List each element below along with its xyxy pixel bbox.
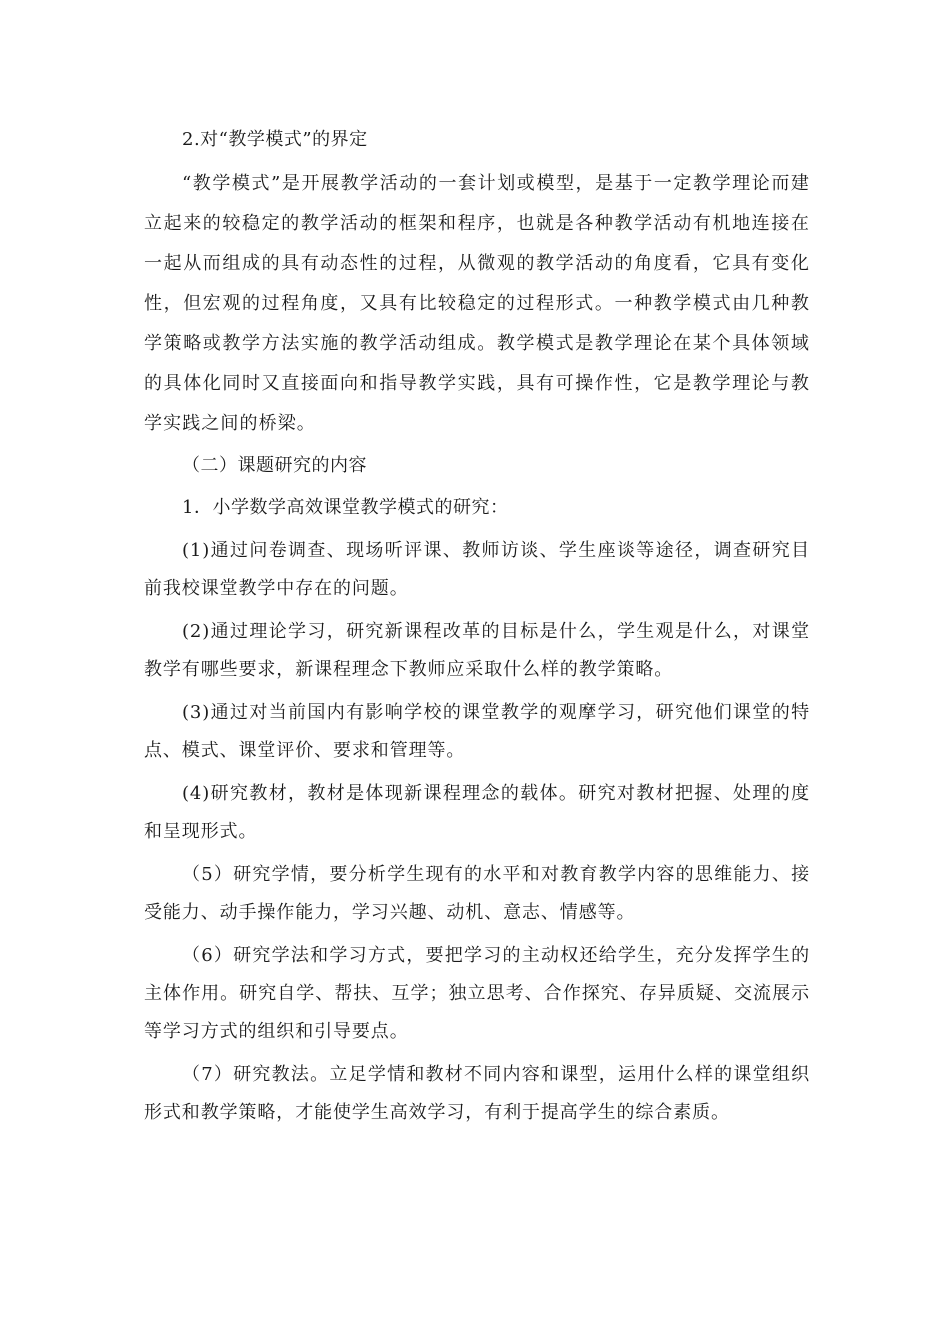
research-item-6: （6）研究学法和学习方式，要把学习的主动权还给学生，充分发挥学生的主体作用。研究自学、帮扶、互学；独立思考、合作探究、存异质疑、交流展示等学习方式的组织和引导要点。	[144, 945, 810, 1042]
research-item-5: （5）研究学情，要分析学生现有的水平和对教育教学内容的思维能力、接受能力、动手操作能力，学习兴趣、动机、意志、情感等。	[144, 864, 810, 923]
research-title: 1．小学数学高效课堂教学模式的研究：	[182, 497, 509, 518]
research-item-1: (1)通过问卷调查、现场听评课、教师访谈、学生座谈等途径，调查研究目前我校课堂教学中存在的问题。	[144, 540, 810, 599]
section-title: 2.对“教学模式”的界定	[182, 129, 368, 150]
definition-paragraph: “教学模式”是开展教学活动的一套计划或模型，是基于一定教学理论而建立起来的较稳定的教学活动的框架和程序，也就是各种教学活动有机地连接在一起从而组成的具有动态性的过程，从微观的教学活动的角度看，它具有变化性，但宏观的过程角度，又具有比较稳定的过程形式。一种教学模式由几种教学策略或教学方法实施的教学活动组成。教学模式是教学理论在某个具体领域的具体化同时又直接面向和指导教学实践，具有可操作性，它是教学理论与教学实践之间的桥梁。	[144, 173, 810, 434]
subsection-title: （二）课题研究的内容	[182, 455, 367, 476]
research-item-2: (2)通过理论学习，研究新课程改革的目标是什么，学生观是什么，对课堂教学有哪些要求，新课程理念下教师应采取什么样的教学策略。	[144, 621, 810, 680]
research-item-3: (3)通过对当前国内有影响学校的课堂教学的观摩学习，研究他们课堂的特点、模式、课堂评价、要求和管理等。	[144, 702, 810, 761]
document-body	[144, 122, 810, 1137]
research-item-4: (4)研究教材，教材是体现新课程理念的载体。研究对教材把握、处理的度和呈现形式。	[144, 783, 810, 842]
research-item-7: （7）研究教法。立足学情和教材不同内容和课型，运用什么样的课堂组织形式和教学策略，才能使学生高效学习，有利于提高学生的综合素质。	[144, 1064, 810, 1123]
